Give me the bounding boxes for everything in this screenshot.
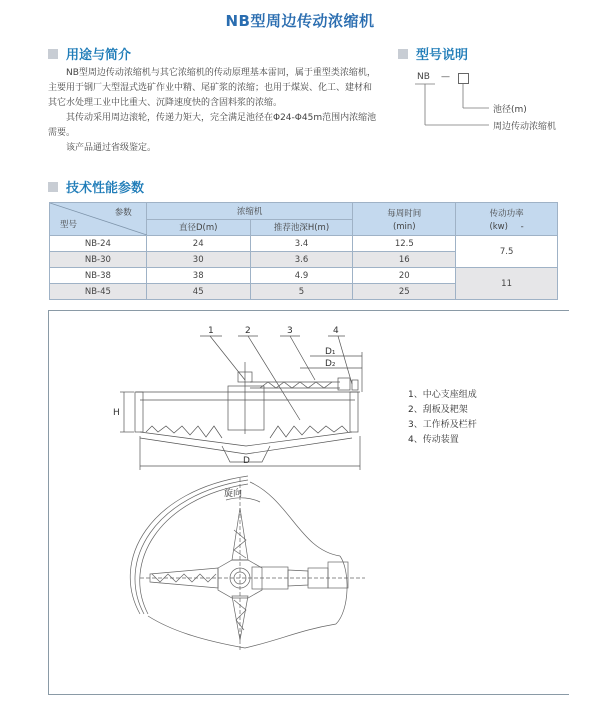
header-power-unit: (kw) bbox=[489, 221, 508, 232]
dim-h: H bbox=[113, 408, 120, 418]
header-thickener: 浓缩机 bbox=[146, 203, 353, 220]
header-diameter: 直径D(m) bbox=[146, 219, 250, 236]
cell-depth: 3.4 bbox=[250, 236, 353, 252]
intro-heading-text: 用途与简介 bbox=[66, 48, 132, 63]
cell-model: NB-45 bbox=[50, 284, 147, 300]
cell-time: 16 bbox=[353, 252, 456, 268]
cell-time: 20 bbox=[353, 268, 456, 284]
header-depth: 推荐池深H(m) bbox=[250, 219, 353, 236]
cell-model: NB-24 bbox=[50, 236, 147, 252]
legend-item: 1、中心支座组成 bbox=[408, 390, 477, 400]
cell-time: 25 bbox=[353, 284, 456, 300]
cell-depth: 4.9 bbox=[250, 268, 353, 284]
legend-item: 4、传动装置 bbox=[408, 435, 459, 445]
callout-2: 2 bbox=[245, 326, 251, 336]
legend-item: 2、刮板及耙架 bbox=[408, 405, 468, 415]
dim-d2: D₂ bbox=[325, 359, 336, 369]
model-prefix: NB bbox=[417, 72, 430, 82]
cell-time: 12.5 bbox=[353, 236, 456, 252]
dim-d1: D₁ bbox=[325, 347, 336, 357]
cell-power: 7.5 bbox=[456, 236, 558, 268]
model-heading-text: 型号说明 bbox=[416, 48, 469, 63]
cell-power: 11 bbox=[456, 268, 558, 300]
cell-diameter: 30 bbox=[146, 252, 250, 268]
cell-model: NB-30 bbox=[50, 252, 147, 268]
cell-diameter: 24 bbox=[146, 236, 250, 252]
intro-paragraph: NB型周边传动浓缩机与其它浓缩机的传动原理基本雷同，属于重型类浓缩机，主要用于钢厂大型湿式选矿作业中精、尾矿浆的浓缩；也用于煤炭、化工、建材和其它水处理工业中比重大、沉降速度快的含固料浆的浓缩。 bbox=[48, 68, 376, 108]
rotation-label: 旋向 bbox=[224, 489, 243, 499]
plan-view bbox=[130, 476, 365, 650]
page-title: NB型周边传动浓缩机 bbox=[225, 12, 375, 30]
figure-legend bbox=[408, 388, 477, 448]
callout-1: 1 bbox=[208, 326, 214, 336]
label-diameter: 池径(m) bbox=[493, 105, 527, 115]
cell-diameter: 38 bbox=[146, 268, 250, 284]
header-time-label: 每周时间 bbox=[387, 208, 422, 219]
header-time-unit: (min) bbox=[392, 221, 416, 232]
model-dash: — bbox=[441, 72, 450, 82]
cell-depth: 3.6 bbox=[250, 252, 353, 268]
label-type: 周边传动浓缩机 bbox=[493, 122, 557, 132]
intro-paragraph: 其传动采用周边滚轮，传递力矩大，完全满足池径在Φ24-Φ45m范围内浓缩池需要。 bbox=[48, 113, 377, 138]
dim-d: D bbox=[243, 456, 250, 466]
specs-heading-text: 技术性能参数 bbox=[66, 181, 145, 196]
callout-3: 3 bbox=[287, 326, 293, 336]
header-param: 参数 bbox=[114, 208, 132, 218]
cell-model: NB-38 bbox=[50, 268, 147, 284]
legend-item: 3、工作桥及栏杆 bbox=[408, 420, 477, 430]
intro-paragraph: 该产品通过省级鉴定。 bbox=[66, 143, 157, 153]
header-model: 型号 bbox=[60, 220, 78, 230]
cell-diameter: 45 bbox=[146, 284, 250, 300]
header-power-label: 传动功率 bbox=[489, 208, 524, 219]
callout-4: 4 bbox=[333, 326, 339, 336]
cell-depth: 5 bbox=[250, 284, 353, 300]
header-power-mark: - bbox=[520, 221, 524, 232]
